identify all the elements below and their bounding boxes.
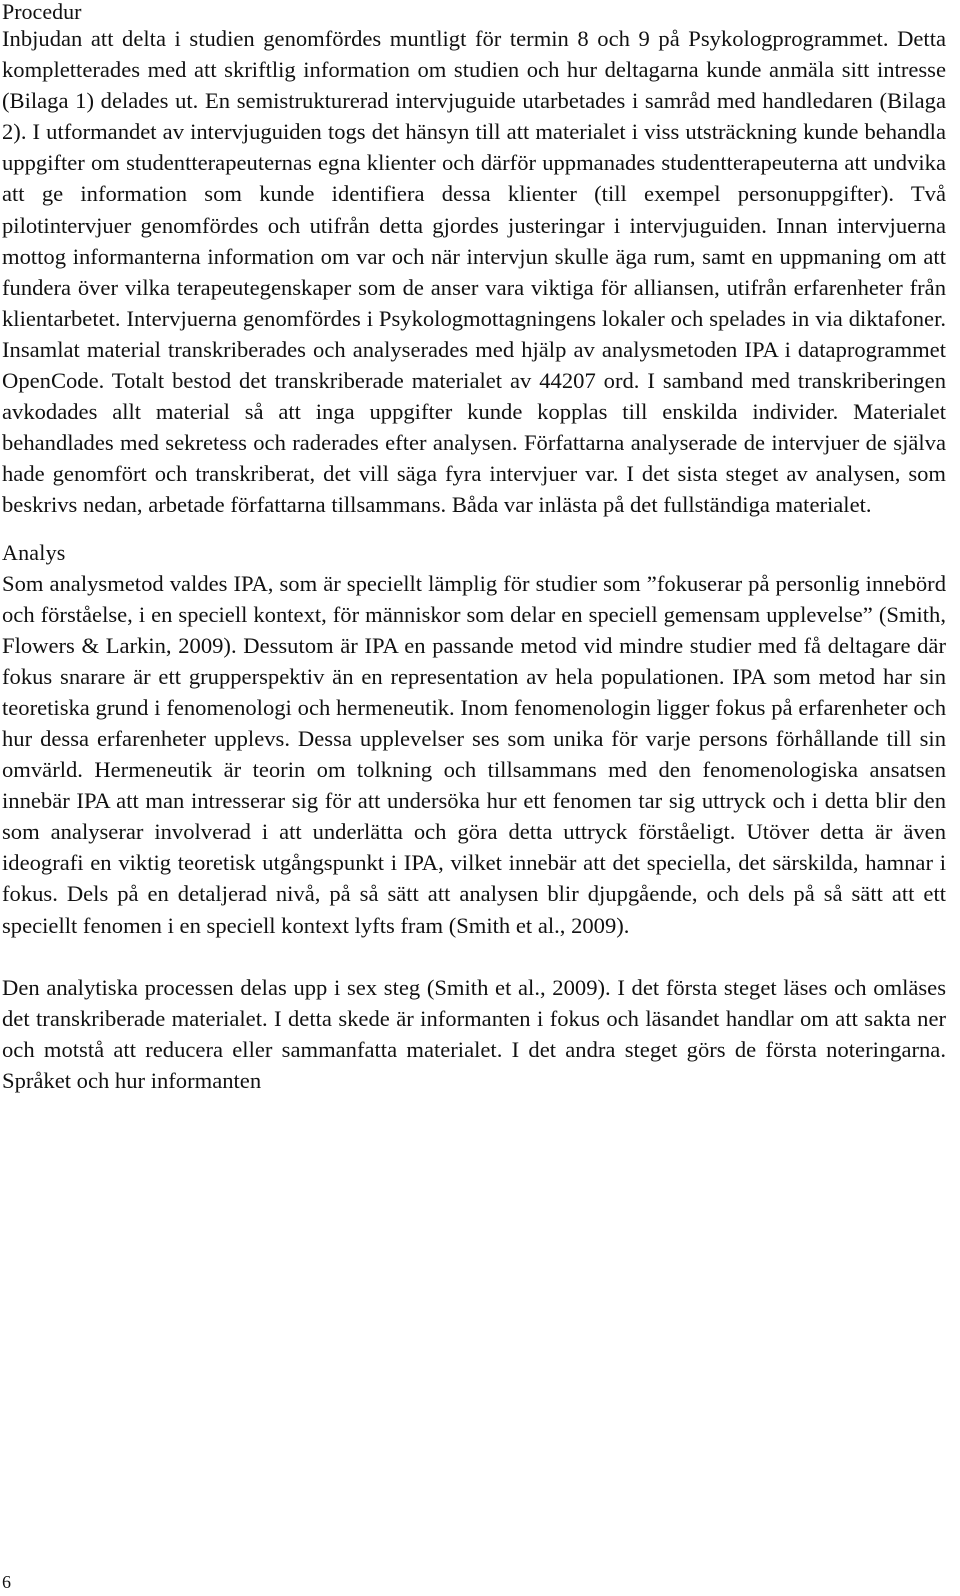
paragraph-spacer — [2, 941, 946, 972]
paragraph-procedur: Inbjudan att delta i studien genomfördes muntligt för termin 8 och 9 på Psykologprogrammet. Detta kompletterades med att skriftlig information om studien och hur deltagarna kunde anmäla sitt intresse (Bilaga 1) delades ut. En semistrukturerad intervjuguide utarbetades i samråd med handledaren (Bilaga 2). I utformandet av intervjuguiden togs det hänsyn till att materialet i viss utsträckning kunde behandla uppgifter om studentterapeuternas egna klienter och därför uppmanades studentterapeuterna att undvika att ge information som kunde identifiera dessa klienter (till exempel personuppgifter). Två pilotintervjuer genomfördes och utifrån detta gjordes justeringar i intervjuguiden. Innan intervjuerna mottog informanterna information om var och när intervjun skulle äga rum, samt en uppmaning om att fundera över vilka terapeutegenskaper som de anser vara viktiga för alliansen, utifrån erfarenheter från klientarbetet. Intervjuerna genomfördes i Psykologmottagningens lokaler och spelades in via diktafoner. Insamlat material transkriberades och analyserades med hjälp av analysmetoden IPA i dataprogrammet OpenCode. Totalt bestod det transkriberade materialet av 44207 ord. I samband med transkriberingen avkodades allt material så att inga uppgifter kunde kopplas till enskilda individer. Materialet behandlades med sekretess och raderades efter analysen. Författarna analyserade de intervjuer de själva hade genomfört och transkriberat, det vill säga fyra intervjuer var. I det sista steget av analysen, som beskrivs nedan, arbetade författarna tillsammans. Båda var inlästa på det fullständiga materialet. — [2, 26, 946, 518]
paragraph-analys-2: Den analytiska processen delas upp i sex steg (Smith et al., 2009). I det första steget läses och omläses det transkriberade materialet. I detta skede är informanten i fokus och läsandet handlar om att sakta ner och motstå att reducera eller sammanfatta materialet. I det andra steget görs de första noteringarna. Språket och hur informanten — [2, 974, 946, 1093]
section-heading-analys: Analys — [2, 539, 66, 565]
section-spacer — [2, 521, 946, 538]
paragraph-analys-1: Som analysmetod valdes IPA, som är speciellt lämplig för studier som ”fokuserar på personlig innebörd och förståelse, i en speciell kontext, för människor som delar en speciell gemensam upplevelse” (Smith, Flowers & Larkin, 2009). Dessutom är IPA en passande metod vid mindre studier med få deltagare där fokus snarare är ett grupperspektiv än en representation av hela populationen. IPA som metod har sin teoretiska grund i fenomenologi och hermeneutik. Inom fenomenologin ligger fokus på erfarenheter och hur dessa erfarenheter upplevs. Dessa upplevelser ses som unika för varje persons förhållande till sin omvärld. Hermeneutik är teorin om tolkning och tillsammans med den fenomenologiska ansatsen innebär IPA att man intresserar sig för att undersöka hur ett fenomen tar sig uttryck och i detta blir den som analyserar involverad i att underlätta och göra detta uttryck förståeligt. Utöver detta är även ideografi en viktig teoretisk utgångspunkt i IPA, vilket innebär att det speciella, det särskilda, hamnar i fokus. Dels på en detaljerad nivå, på så sätt att analysen blir djupgående, och dels på så sätt att ett speciellt fenomen i en speciell kontext lyfts fram (Smith et al., 2009). — [2, 570, 946, 938]
section-heading-procedur: Procedur — [2, 0, 82, 24]
page-number: 6 — [2, 1572, 11, 1592]
